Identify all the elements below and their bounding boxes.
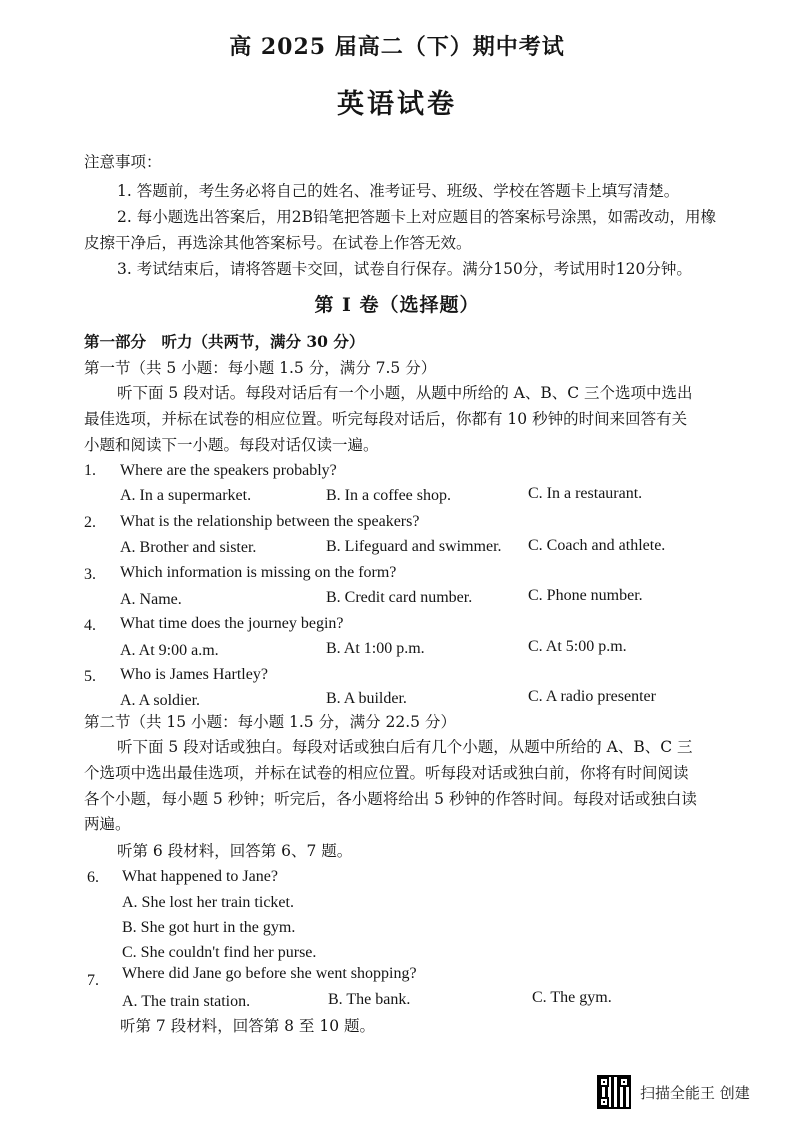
option-a: A. Brother and sister. [120, 539, 257, 556]
option-a: A. In a supermarket. [120, 487, 252, 504]
scanner-watermark: 扫描全能王 创建 [640, 1084, 750, 1102]
section2-instruction-line1: 听下面 5 段对话或独白。每段对话或独白后有几个小题，从题中所给的 A、B、C 三 [117, 738, 693, 756]
option-b: B. Lifeguard and swimmer. [326, 538, 502, 555]
section2-instruction-line3: 各个小题，每小题 5 秒钟；听完后，各小题将给出 5 秒钟的作答时间。每段对话或独白读 [84, 790, 697, 808]
question-number: 7. [87, 972, 99, 989]
note-item-1: 1. 答题前，考生务必将自己的姓名、准考证号、班级、学校在答题卡上填写清楚。 [117, 182, 680, 200]
section2-title: 第二节（共 15 小题：每小题 1.5 分，满分 22.5 分） [84, 713, 456, 731]
option-b: B. In a coffee shop. [326, 487, 451, 504]
option-b: B. A builder. [326, 690, 407, 707]
section2-instruction-line4: 两遍。 [84, 815, 131, 833]
option-c: C. The gym. [532, 989, 612, 1006]
question-text: What is the relationship between the speakers? [120, 513, 420, 530]
option-a: A. Name. [120, 591, 182, 608]
option-a: A. At 9:00 a.m. [120, 642, 219, 659]
option-b: B. At 1:00 p.m. [326, 640, 425, 657]
option-c: C. At 5:00 p.m. [528, 638, 627, 655]
material-6-instruction: 听第 6 段材料，回答第 6、7 题。 [117, 842, 353, 860]
question-number: 4. [84, 617, 96, 634]
option-c: C. In a restaurant. [528, 485, 643, 502]
question-text: Who is James Hartley? [120, 666, 268, 683]
question-text: Where are the speakers probably? [120, 462, 337, 479]
section1-instruction-line3: 小题和阅读下一小题。每段对话仅读一遍。 [84, 436, 379, 454]
option-a: A. A soldier. [120, 692, 201, 709]
exam-title: 高 2025 届高二（下）期中考试 [229, 34, 565, 60]
option-a: A. She lost her train ticket. [122, 894, 294, 911]
question-text: What happened to Jane? [122, 868, 278, 885]
option-a: A. The train station. [122, 993, 251, 1010]
question-number: 3. [84, 566, 96, 583]
qr-code-icon [597, 1075, 631, 1109]
note-item-3: 3. 考试结束后，请将答题卡交回，试卷自行保存。满分150分，考试用时120分钟。 [117, 260, 692, 278]
question-number: 1. [84, 462, 96, 479]
notes-label: 注意事项： [84, 153, 162, 171]
question-number: 5. [84, 668, 96, 685]
question-text: What time does the journey begin? [120, 615, 344, 632]
option-b: B. She got hurt in the gym. [122, 919, 296, 936]
option-c: C. Coach and athlete. [528, 537, 666, 554]
question-text: Which information is missing on the form? [120, 564, 397, 581]
exam-subtitle: 英语试卷 [337, 89, 457, 120]
section2-instruction-line2: 个选项中选出最佳选项，并标在试卷的相应位置。听每段对话或独白前，你将有时间阅读 [84, 764, 689, 782]
volume-title: 第 I 卷（选择题） [314, 294, 480, 316]
option-c: C. Phone number. [528, 587, 643, 604]
note-item-2-cont: 皮擦干净后，再选涂其他答案标号。在试卷上作答无效。 [84, 234, 472, 252]
section1-instruction-line1: 听下面 5 段对话。每段对话后有一个小题，从题中所给的 A、B、C 三个选项中选出 [117, 384, 693, 402]
option-c: C. A radio presenter [528, 688, 656, 705]
question-number: 6. [87, 869, 99, 886]
option-b: B. Credit card number. [326, 589, 473, 606]
question-number: 2. [84, 514, 96, 531]
material-7-instruction: 听第 7 段材料，回答第 8 至 10 题。 [120, 1017, 376, 1035]
option-c: C. She couldn't find her purse. [122, 944, 317, 961]
part1-title: 第一部分 听力（共两节，满分 30 分） [84, 332, 365, 351]
section1-instruction-line2: 最佳选项，并标在试卷的相应位置。听完每段对话后，你都有 10 秒钟的时间来回答有关 [84, 410, 688, 428]
section1-title: 第一节（共 5 小题：每小题 1.5 分，满分 7.5 分） [84, 359, 437, 377]
option-b: B. The bank. [328, 991, 411, 1008]
question-text: Where did Jane go before she went shopping? [122, 965, 417, 982]
note-item-2: 2. 每小题选出答案后，用2B铅笔把答题卡上对应题目的答案标号涂黑，如需改动，用橡 [117, 208, 716, 226]
